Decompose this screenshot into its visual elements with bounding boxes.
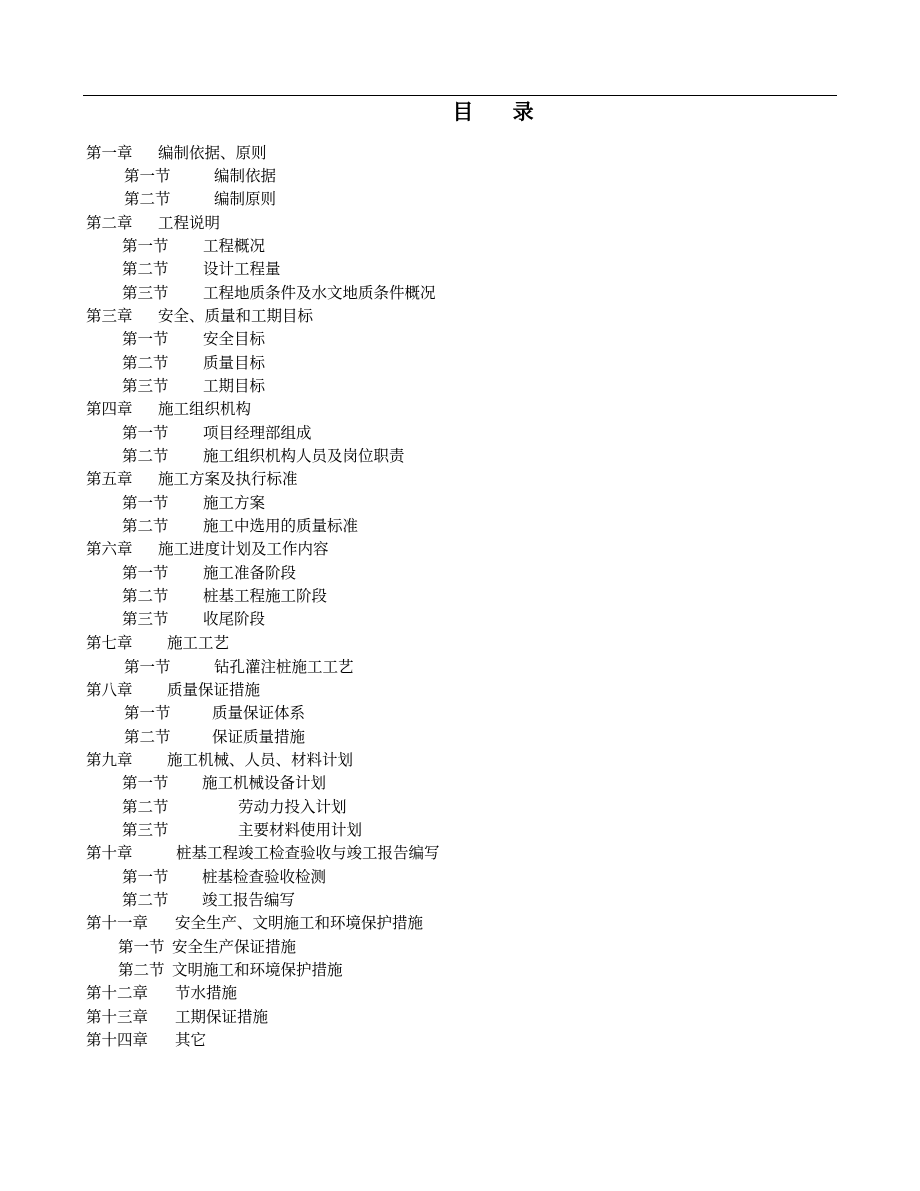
toc-title: 施工准备阶段 (203, 564, 297, 582)
toc-number: 第一节 (122, 494, 169, 512)
toc-number: 第一节 (122, 868, 169, 886)
toc-title: 施工方案及执行标准 (158, 470, 298, 488)
toc-number: 第十三章 (86, 1008, 149, 1026)
toc-number: 第一节 (124, 658, 171, 676)
toc-title: 质量保证措施 (167, 681, 261, 699)
toc-number: 第二节 (122, 891, 169, 909)
toc-number: 第二节 (124, 190, 171, 208)
toc-number: 第四章 (86, 400, 133, 418)
toc-title: 编制原则 (214, 190, 277, 208)
toc-title: 施工组织机构 (158, 400, 252, 418)
toc-title: 文明施工和环境保护措施 (172, 961, 343, 979)
toc-title: 施工工艺 (167, 634, 230, 652)
toc-number: 第二节 (118, 961, 165, 979)
toc-title: 施工组织机构人员及岗位职责 (203, 447, 405, 465)
toc-number: 第二节 (122, 517, 169, 535)
toc-title: 桩基工程施工阶段 (203, 587, 328, 605)
toc-number: 第十二章 (86, 984, 149, 1002)
toc-number: 第五章 (86, 470, 133, 488)
toc-number: 第二节 (122, 447, 169, 465)
toc-title: 施工中选用的质量标准 (203, 517, 359, 535)
toc-number: 第一节 (118, 938, 165, 956)
toc-number: 第二节 (124, 728, 171, 746)
toc-title: 工程说明 (158, 214, 221, 232)
toc-number: 第一节 (122, 774, 169, 792)
toc-title: 设计工程量 (203, 260, 281, 278)
toc-number: 第九章 (86, 751, 133, 769)
toc-number: 第三章 (86, 307, 133, 325)
toc-title: 编制依据 (214, 167, 277, 185)
toc-number: 第二节 (122, 798, 169, 816)
toc-title: 桩基检查验收检测 (202, 868, 327, 886)
toc-number: 第三节 (122, 821, 169, 839)
toc-title: 竣工报告编写 (202, 891, 296, 909)
toc-title: 安全目标 (203, 330, 266, 348)
toc-title: 项目经理部组成 (203, 424, 312, 442)
toc-title: 安全、质量和工期目标 (158, 307, 314, 325)
toc-number: 第十章 (86, 844, 133, 862)
toc-title: 其它 (175, 1031, 207, 1049)
toc-title: 施工机械、人员、材料计划 (167, 751, 354, 769)
toc-title: 工程地质条件及水文地质条件概况 (203, 284, 436, 302)
toc-title: 工期保证措施 (175, 1008, 269, 1026)
toc-title: 收尾阶段 (203, 610, 266, 628)
toc-number: 第一节 (122, 424, 169, 442)
toc-number: 第二节 (122, 354, 169, 372)
toc-title: 质量保证体系 (212, 704, 306, 722)
toc-number: 第一节 (122, 237, 169, 255)
toc-number: 第三节 (122, 377, 169, 395)
toc-title: 工期目标 (203, 377, 266, 395)
toc-number: 第八章 (86, 681, 133, 699)
toc-number: 第一节 (124, 704, 171, 722)
toc-title: 施工方案 (203, 494, 266, 512)
toc-title: 施工机械设备计划 (202, 774, 327, 792)
toc-number: 第二节 (122, 587, 169, 605)
toc-number: 第二章 (86, 214, 133, 232)
toc-number: 第十一章 (86, 914, 149, 932)
toc-number: 第三节 (122, 610, 169, 628)
toc-number: 第一节 (124, 167, 171, 185)
toc-title: 保证质量措施 (212, 728, 306, 746)
toc-title: 安全生产、文明施工和环境保护措施 (175, 914, 424, 932)
toc-number: 第六章 (86, 540, 133, 558)
page-title: 目 录 (452, 99, 536, 124)
toc-title: 质量目标 (203, 354, 266, 372)
toc-number: 第三节 (122, 284, 169, 302)
toc-title: 工程概况 (203, 237, 266, 255)
toc-title: 钻孔灌注桩施工工艺 (214, 658, 354, 676)
toc-title: 主要材料使用计划 (238, 821, 363, 839)
toc-title: 安全生产保证措施 (172, 938, 297, 956)
toc-title: 桩基工程竣工检查验收与竣工报告编写 (176, 844, 440, 862)
toc-number: 第一节 (122, 330, 169, 348)
toc-number: 第一章 (86, 144, 133, 162)
toc-number: 第七章 (86, 634, 133, 652)
toc-number: 第十四章 (86, 1031, 149, 1049)
toc-title: 节水措施 (175, 984, 238, 1002)
toc-title: 施工进度计划及工作内容 (158, 540, 329, 558)
toc-number: 第二节 (122, 260, 169, 278)
toc-title: 编制依据、原则 (158, 144, 267, 162)
toc-title: 劳动力投入计划 (238, 798, 347, 816)
toc-number: 第一节 (122, 564, 169, 582)
